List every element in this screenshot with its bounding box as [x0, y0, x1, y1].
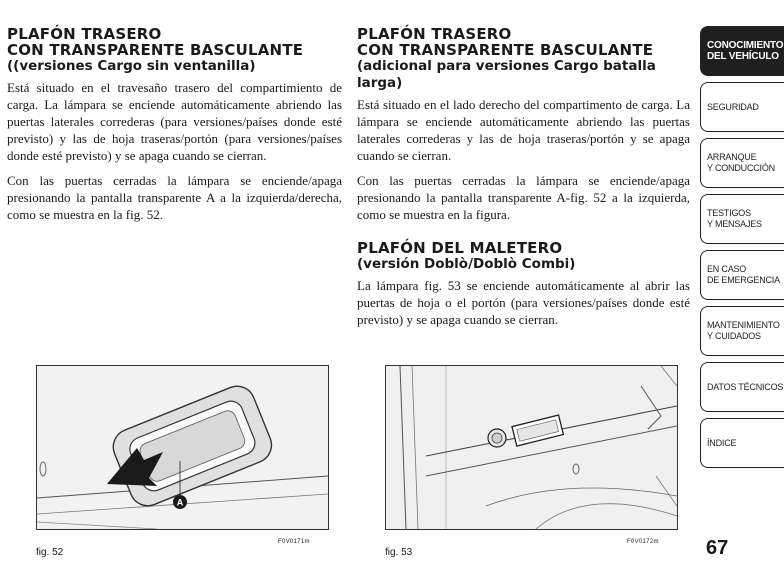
lamp-illustration-52	[37, 366, 328, 529]
page-number: 67	[706, 537, 729, 559]
subheading-cargo-batalla-larga: (adicional para versiones Cargo batalla larga)	[357, 58, 656, 91]
figure-53-caption: fig. 53	[385, 547, 413, 558]
tab-mantenimiento-y-cuidados[interactable]: MANTENIMIENTO Y CUIDADOS	[700, 306, 784, 356]
left-column	[7, 26, 342, 231]
heading-plafon-trasero-2: PLAFÓN TRASERO	[357, 25, 512, 43]
tab-arranque-y-conduccion[interactable]: ARRANQUE Y CONDUCCIÓN	[700, 138, 784, 188]
subheading-doblo-combi: (versión Doblò/Doblò Combi)	[357, 256, 576, 272]
subheading-cargo-sin-ventanilla: ((versiones Cargo sin ventanilla)	[7, 58, 256, 74]
heading-plafon-trasero: PLAFÓN TRASERO	[7, 25, 162, 43]
paragraph-switch-2: Con las puertas cerradas la lámpara se enciende/apaga presionando la pantalla transparente A-fig. 52 a la izquierda, como se muestra en la figura.	[357, 173, 690, 222]
paragraph-location: Está situado en el travesaño trasero del compartimiento de carga. La lámpara se enciende automáticamente abriendo las puertas laterales correderas (para versiones/países donde esté previsto) y las de hoja traseras/portón (para versiones/países donde esté previsto) y se apaga cuando se cierran.	[7, 80, 342, 163]
heading-transparente-basculante: CON TRANSPARENTE BASCULANTE	[7, 41, 304, 59]
figure-52-caption: fig. 52	[36, 547, 64, 558]
figure-53-image	[385, 365, 678, 530]
tab-seguridad[interactable]: SEGURIDAD	[700, 82, 784, 132]
figure-52-code: F0V0171m	[278, 539, 310, 545]
chapter-sidebar	[700, 26, 784, 474]
heading-plafon-maletero: PLAFÓN DEL MALETERO	[357, 239, 563, 257]
heading-transparente-basculante-2: CON TRANSPARENTE BASCULANTE	[357, 41, 654, 59]
tab-testigos-y-mensajes[interactable]: TESTIGOS Y MENSAJES	[700, 194, 784, 244]
tab-indice[interactable]: ÍNDICE	[700, 418, 784, 468]
tab-conocimiento-del-vehiculo[interactable]: CONOCIMIENTO DEL VEHÍCULO	[700, 26, 784, 76]
tab-en-caso-de-emergencia[interactable]: EN CASO DE EMERGENCIA	[700, 250, 784, 300]
figure-53-code: F0V0172m	[627, 539, 659, 545]
paragraph-switch: Con las puertas cerradas la lámpara se enciende/apaga presionando la pantalla transparente A a la izquierda/derecha, como se muestra en la fig. 52.	[7, 173, 342, 222]
figure-52-image	[36, 365, 329, 530]
callout-a-label: A	[176, 497, 184, 508]
paragraph-location-2: Está situado en el lado derecho del compartimento de carga. La lámpara se enciende automáticamente abriendo las puertas laterales correderas y las de hoja traseras/portón y se apaga cuando se cierran.	[357, 97, 690, 163]
paragraph-maletero: La lámpara fig. 53 se enciende automáticamente al abrir las puertas de hoja o el portón (para versiones/países donde esté previsto) y se apaga cuando se cierran.	[357, 278, 690, 327]
tab-datos-tecnicos[interactable]: DATOS TÉCNICOS	[700, 362, 784, 412]
lamp-illustration-53	[386, 366, 677, 529]
right-column	[357, 26, 690, 336]
